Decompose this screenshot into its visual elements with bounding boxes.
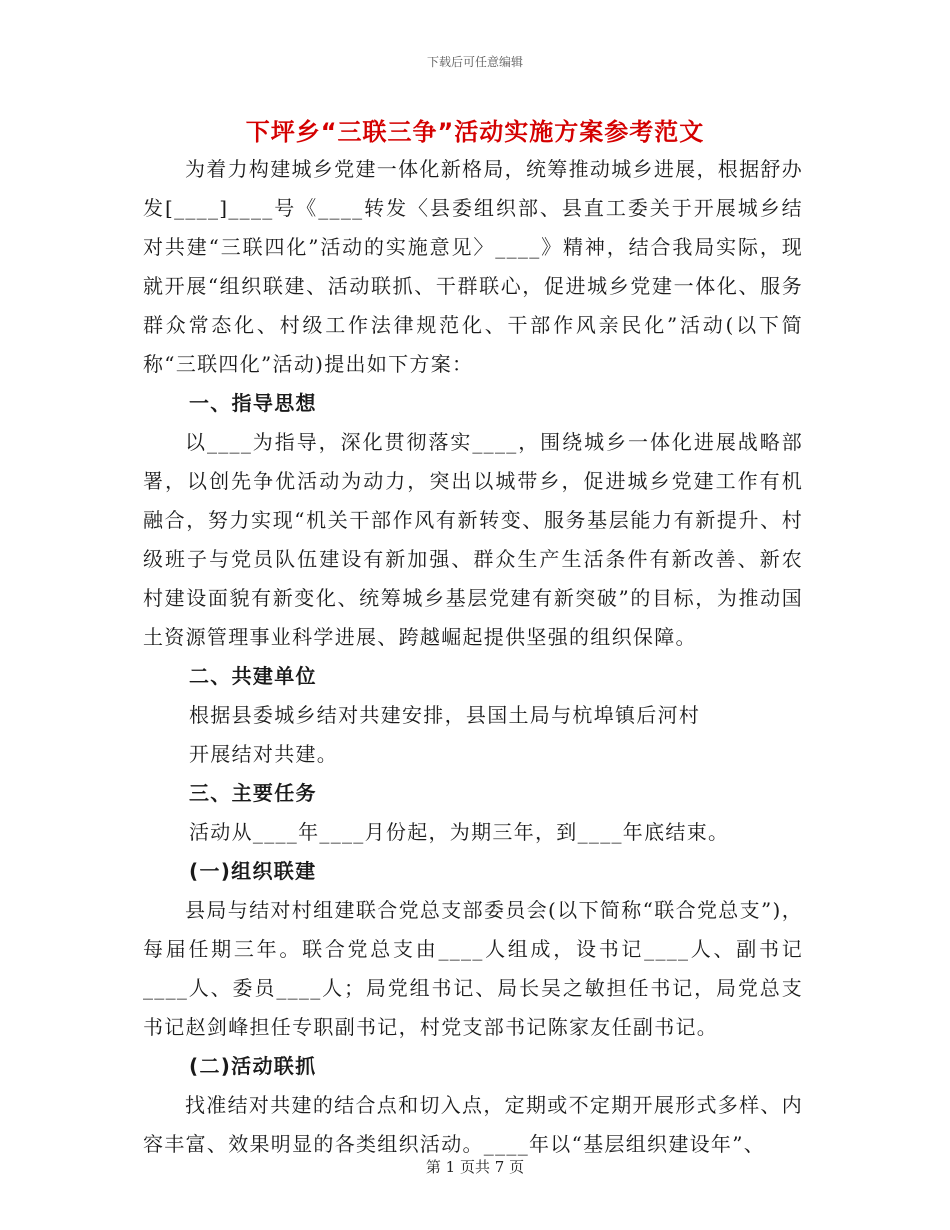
section-heading-2: 二、共建单位 <box>189 664 317 688</box>
guiding-thought-paragraph: 以____为指导，深化贯彻落实____，围绕城乡一体化进展战略部署，以创先争优活动为动力，突出以城带乡，促进城乡党建工作有机融合，努力实现“机关干部作风有新转变、服务基层能力有新提升、村级班子与党员队伍建设有新加强、群众生产生活条件有新改善、新农村建设面貌有新变化、统筹城乡基层党建有新突破”的目标，为推动国土资源管理事业科学进展、跨越崛起提供坚强的组织保障。 <box>143 430 803 649</box>
intro-paragraph: 为着力构建城乡党建一体化新格局，统筹推动城乡进展，根据舒办发[____]____号《____转发〈县委组织部、县直工委关于开展城乡结对共建“三联四化”活动的实施意见〉____》精神，结合我局实际，现就开展“组织联建、活动联抓、干群联心，促进城乡党建一体化、服务群众常态化、村级工作法律规范化、干部作风亲民化”活动(以下简称“三联四化”活动)提出如下方案： <box>143 157 803 376</box>
organization-paragraph: 县局与结对村组建联合党总支部委员会(以下简称“联合党总支”)，每届任期三年。联合党总支由____人组成，设书记____人、副书记____人、委员____人；局党组书记、局长吴之敏担任书记，局党总支书记赵剑峰担任专职副书记，村党支部书记陈家友任副书记。 <box>143 898 803 1039</box>
co-build-units-line-1: 根据县委城乡结对共建安排，县国土局与杭埠镇后河村 <box>189 703 701 727</box>
page-footer: 第 1 页共 7 页 <box>425 1158 525 1176</box>
subsection-heading-2: (二)活动联抓 <box>189 1054 317 1078</box>
subsection-heading-1: (一)组织联建 <box>189 859 317 883</box>
section-heading-3: 三、主要任务 <box>189 781 317 805</box>
document-body <box>143 150 803 1164</box>
document-title: 下坪乡“三联三争”活动实施方案参考范文 <box>245 118 705 146</box>
activity-paragraph: 找准结对共建的结合点和切入点，定期或不定期开展形式多样、内容丰富、效果明显的各类组织活动。____年以“基层组织建设年”、 <box>143 1093 803 1156</box>
header-note: 下载后可任意编辑 <box>426 55 523 69</box>
co-build-units-line-2: 开展结对共建。 <box>189 742 339 766</box>
section-heading-1: 一、指导思想 <box>189 391 317 415</box>
main-tasks-paragraph: 活动从____年____月份起，为期三年，到____年底结束。 <box>189 820 730 844</box>
